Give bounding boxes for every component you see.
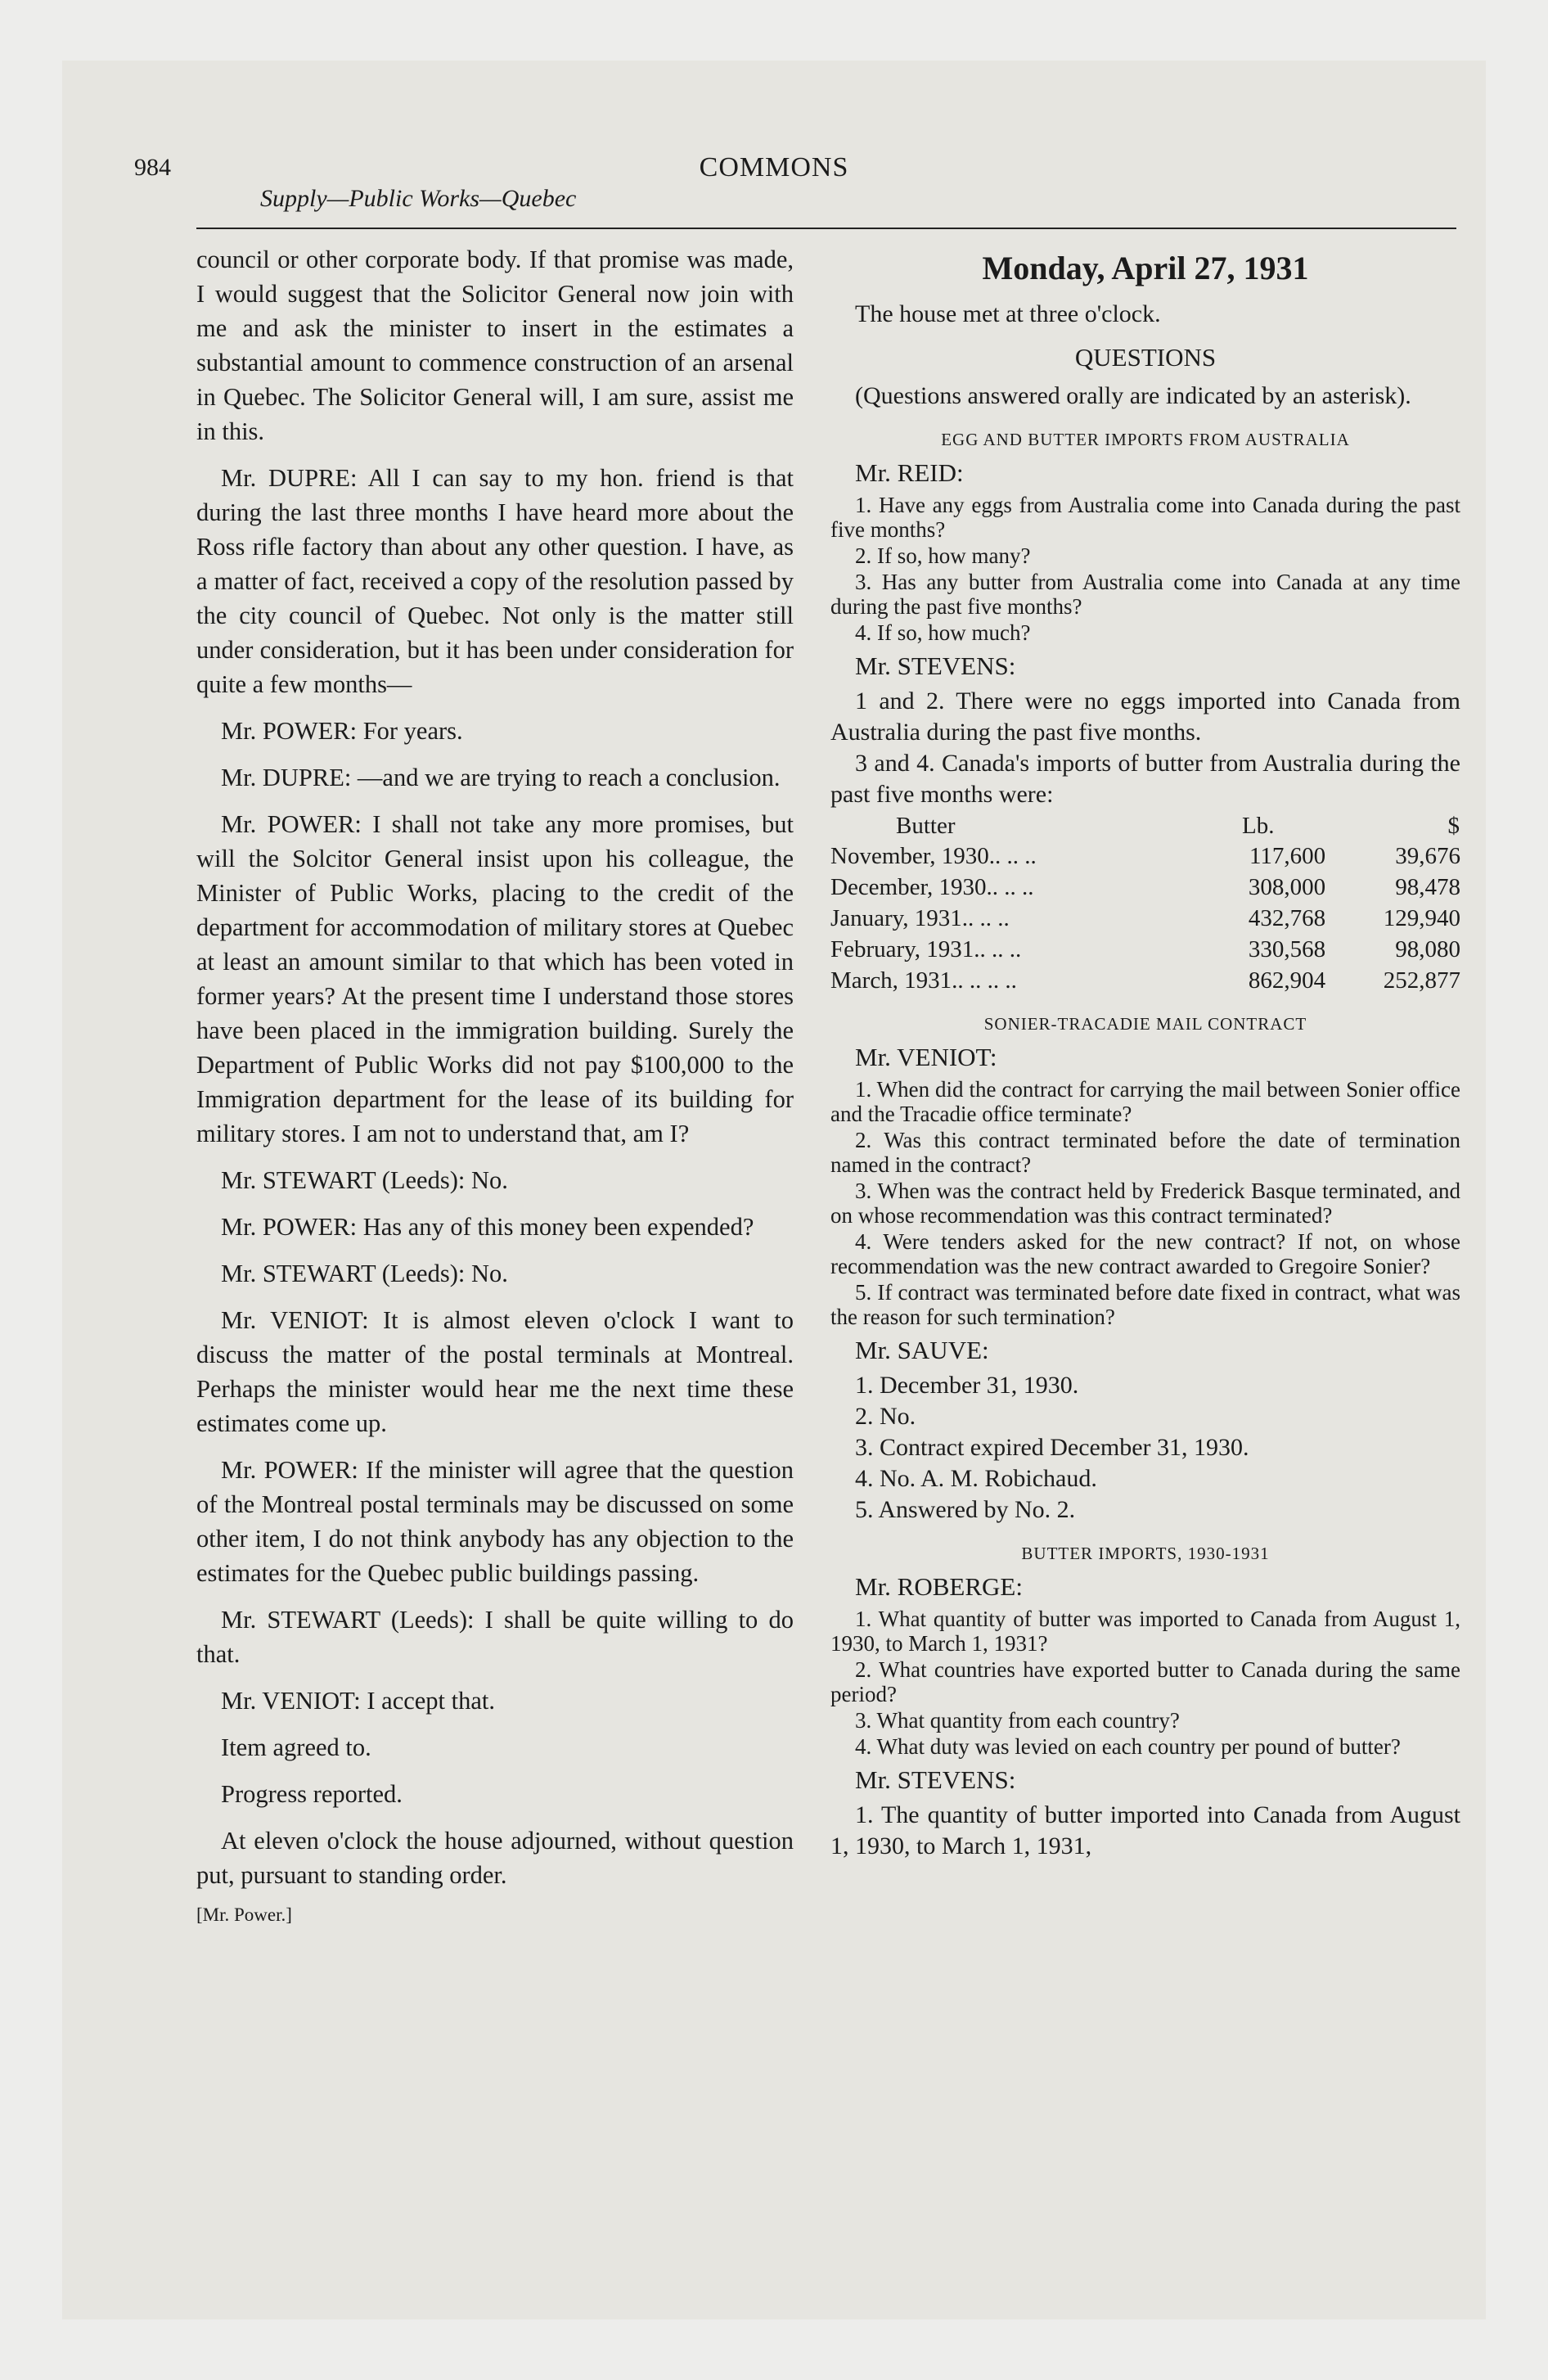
- table-header-cell: Lb.: [1241, 813, 1275, 839]
- question-item: 4. What duty was levied on each country per pound of butter?: [855, 1734, 1401, 1759]
- section-heading: SONIER-TRACADIE MAIL CONTRACT: [983, 1014, 1307, 1034]
- answer-item: 3. Contract expired December 31, 1930.: [855, 1434, 1249, 1461]
- header-rule: [196, 228, 1456, 229]
- paragraph: Mr. DUPRE: —and we are trying to reach a conclusion.: [221, 764, 781, 791]
- paragraph: Progress reported.: [221, 1780, 403, 1808]
- table-cell: February, 1931.. .. ..: [830, 936, 1022, 962]
- page-number: 984: [134, 154, 171, 181]
- table-cell: November, 1930.. .. ..: [830, 843, 1037, 869]
- table-cell: December, 1930.. .. ..: [830, 874, 1034, 900]
- table-header-row: [830, 812, 1460, 841]
- table-header-cell: $: [1447, 813, 1460, 839]
- table-cell: 129,940: [1383, 905, 1460, 931]
- question-item: 3. When was the contract held by Frederick Basque terminated, and on whose recommendation was this contract terminated?: [830, 1179, 1460, 1228]
- paragraph: Mr. STEWART (Leeds): I shall be quite willing to do that.: [196, 1606, 794, 1668]
- question-answerer: Mr. SAUVE:: [855, 1336, 989, 1364]
- question-item: 1. Have any eggs from Australia come into Canada during the past five months?: [830, 493, 1460, 542]
- table-cell: 308,000: [1248, 874, 1326, 900]
- table-cell: 432,768: [1248, 905, 1326, 931]
- paragraph: Mr. STEWART (Leeds): No.: [221, 1260, 508, 1287]
- section-heading: EGG AND BUTTER IMPORTS FROM AUSTRALIA: [941, 430, 1350, 449]
- table-cell: January, 1931.. .. ..: [830, 905, 1010, 931]
- paragraph: Mr. POWER: For years.: [221, 717, 463, 745]
- butter-imports-table: [830, 812, 1460, 996]
- questions-heading: QUESTIONS: [1074, 343, 1217, 372]
- question-asker: Mr. ROBERGE:: [855, 1572, 1023, 1601]
- answer-item: 4. No. A. M. Robichaud.: [855, 1465, 1097, 1492]
- sitting-opening: The house met at three o'clock.: [855, 300, 1161, 327]
- question-item: 4. Were tenders asked for the new contract? If not, on whose recommendation was the new contract awarded to Gregoire Sonier?: [830, 1229, 1460, 1278]
- paragraph: Item agreed to.: [221, 1733, 371, 1761]
- question-item: 1. When did the contract for carrying the mail between Sonier office and the Tracadie office terminate?: [830, 1077, 1460, 1126]
- question-item: 5. If contract was terminated before date fixed in contract, what was the reason for such termination?: [830, 1280, 1460, 1329]
- question-item: 3. Has any butter from Australia come into Canada at any time during the past five months?: [830, 570, 1460, 619]
- question-asker: Mr. VENIOT:: [855, 1043, 997, 1071]
- table-cell: 98,478: [1395, 874, 1460, 900]
- paragraph: council or other corporate body. If that promise was made, I would suggest that the Solicitor General now join with me and ask the minister to insert in the estimates a substantial amount to commence construction of an arsenal in Quebec. The Solicitor General will, I am sure, assist me in this.: [196, 246, 794, 445]
- question-answerer: Mr. STEVENS:: [855, 1765, 1016, 1794]
- question-item: 4. If so, how much?: [855, 620, 1031, 645]
- paragraph: Mr. POWER: If the minister will agree that the question of the Montreal postal terminals may be discussed on some other item, I do not think anybody has any objection to the estimates for the Quebec public buildings passing.: [196, 1456, 794, 1587]
- right-column: [830, 246, 1460, 1862]
- table-cell: 98,080: [1395, 936, 1460, 962]
- table-row: [830, 872, 1460, 903]
- table-row: [830, 903, 1460, 934]
- answer-item: 5. Answered by No. 2.: [855, 1496, 1076, 1523]
- paragraph: Mr. POWER: Has any of this money been expended?: [221, 1213, 754, 1241]
- table-row: [830, 841, 1460, 872]
- question-item: 3. What quantity from each country?: [855, 1708, 1180, 1733]
- table-cell: 330,568: [1248, 936, 1326, 962]
- answer-item: 3 and 4. Canada's imports of butter from Australia during the past five months were:: [830, 750, 1460, 808]
- paragraph: Mr. POWER: I shall not take any more promises, but will the Solcitor General insist upon his colleague, the Minister of Public Works, placing to the credit of the department for accommodation of military stores at Quebec at least an amount similar to that which has been voted in former years? At the present time I understand those stores have been placed in the immigration building. Surely the Department of Public Works did not pay $100,000 to the Immigration department for the lease of its building for military stores. I am not to understand that, am I?: [196, 810, 794, 1147]
- table-cell: 252,877: [1383, 967, 1460, 994]
- question-item: 2. If so, how many?: [855, 543, 1031, 568]
- sitting-date: Monday, April 27, 1931: [982, 250, 1309, 286]
- answer-item: 1. The quantity of butter imported into Canada from August 1, 1930, to March 1, 1931,: [830, 1801, 1460, 1859]
- questions-note: (Questions answered orally are indicated by an asterisk).: [855, 382, 1411, 409]
- section-heading: BUTTER IMPORTS, 1930-1931: [1021, 1544, 1270, 1563]
- page-subtitle: Supply—Public Works—Quebec: [260, 185, 577, 212]
- table-header-cell: Butter: [896, 813, 956, 839]
- table-cell: 862,904: [1248, 967, 1326, 994]
- question-asker: Mr. REID:: [855, 458, 964, 487]
- left-column: [196, 242, 794, 1926]
- question-answerer: Mr. STEVENS:: [855, 651, 1016, 680]
- speaker-signature: [Mr. Power.]: [196, 1904, 292, 1925]
- paragraph: Mr. STEWART (Leeds): No.: [221, 1166, 508, 1194]
- answer-item: 1 and 2. There were no eggs imported into Canada from Australia during the past five months.: [830, 687, 1460, 746]
- table-row: [830, 934, 1460, 965]
- table-row: [830, 965, 1460, 996]
- question-item: 2. What countries have exported butter to Canada during the same period?: [830, 1657, 1460, 1706]
- paragraph: Mr. VENIOT: I accept that.: [221, 1687, 496, 1715]
- paragraph: Mr. DUPRE: All I can say to my hon. friend is that during the last three months I have heard more about the Ross rifle factory than about any other question. I have, as a matter of fact, received a copy of the resolution passed by the city council of Quebec. Not only is the matter still under consideration, but it has been under consideration for quite a few months—: [196, 464, 794, 698]
- page-title: COMMONS: [699, 152, 849, 183]
- paragraph: At eleven o'clock the house adjourned, without question put, pursuant to standing order.: [196, 1827, 794, 1889]
- answer-item: 2. No.: [855, 1403, 916, 1430]
- paragraph: Mr. VENIOT: It is almost eleven o'clock I want to discuss the matter of the postal terminals at Montreal. Perhaps the minister would hear me the next time these estimates come up.: [196, 1306, 794, 1437]
- table-cell: 117,600: [1249, 843, 1326, 869]
- question-item: 1. What quantity of butter was imported to Canada from August 1, 1930, to March 1, 1931?: [830, 1607, 1460, 1656]
- question-item: 2. Was this contract terminated before the date of termination named in the contract?: [830, 1128, 1460, 1177]
- answer-item: 1. December 31, 1930.: [855, 1372, 1079, 1399]
- table-cell: March, 1931.. .. .. ..: [830, 967, 1017, 994]
- table-cell: 39,676: [1395, 843, 1460, 869]
